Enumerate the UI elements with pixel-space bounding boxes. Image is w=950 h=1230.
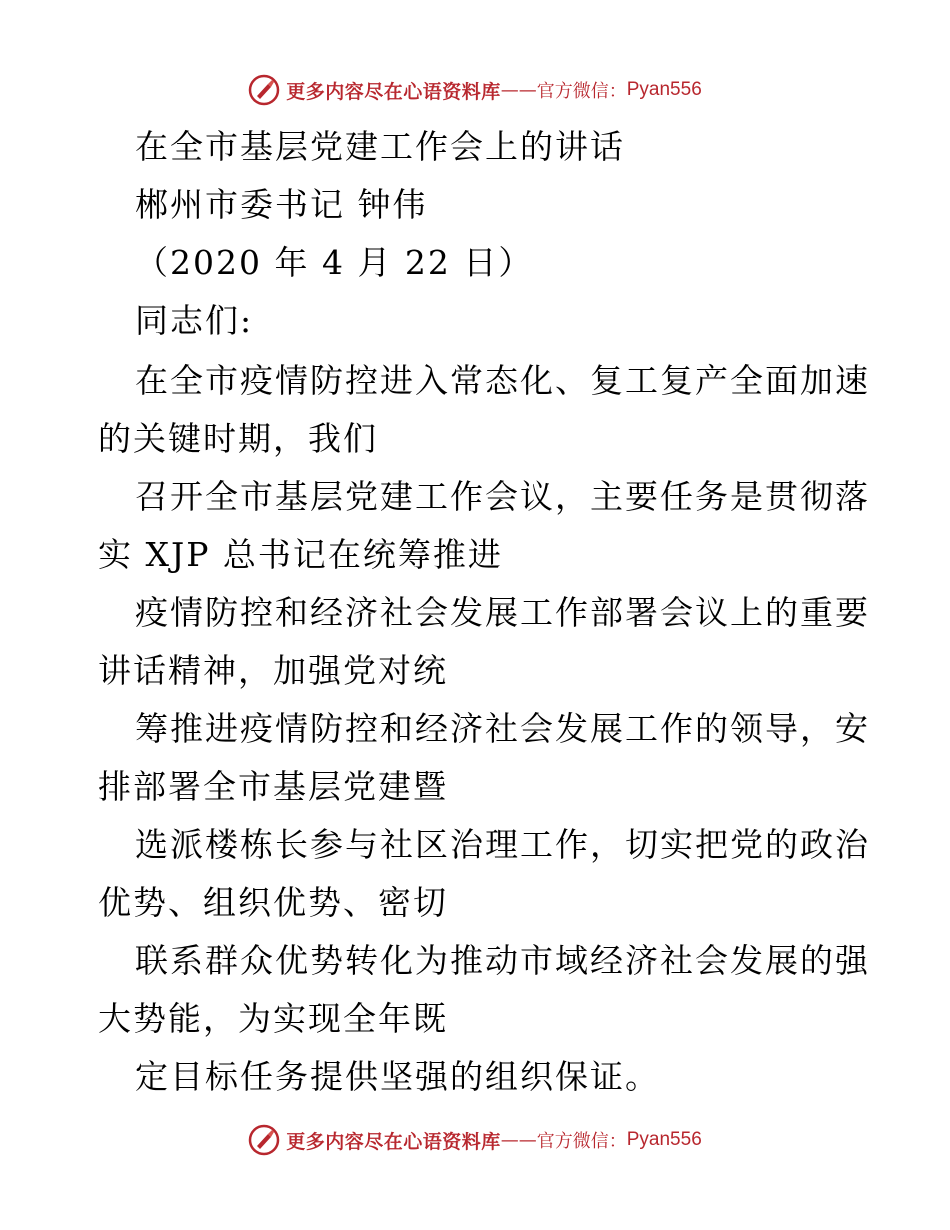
- paragraph-line: 大势能，为实现全年既: [98, 999, 448, 1038]
- watermark-dash: ——: [500, 79, 537, 101]
- paragraph-line: 排部署全市基层党建暨: [98, 767, 448, 806]
- watermark-wechat-id: Pyan556: [626, 1129, 702, 1150]
- pen-logo-icon: [248, 1124, 280, 1156]
- paragraph-line: 定目标任务提供坚强的组织保证。: [135, 1057, 660, 1096]
- paragraph-line: 筹推进疫情防控和经济社会发展工作的领导，安: [135, 709, 870, 748]
- watermark-banner-bottom: [0, 1120, 950, 1160]
- watermark-banner-top: [0, 70, 950, 110]
- paragraph-line: 联系群众优势转化为推动市域经济社会发展的强: [135, 941, 870, 980]
- watermark-main-text: 更多内容尽在心语资料库: [286, 80, 501, 103]
- document-speaker: 郴州市委书记 钟伟: [135, 185, 428, 224]
- watermark-wechat-id: Pyan556: [626, 79, 702, 100]
- watermark-dash: ——: [500, 1129, 537, 1151]
- paragraph-line: 优势、组织优势、密切: [98, 883, 448, 922]
- paragraph-line: 选派楼栋长参与社区治理工作，切实把党的政治: [135, 825, 870, 864]
- paragraph-line: 召开全市基层党建工作会议，主要任务是贯彻落: [135, 477, 870, 516]
- pen-logo-icon: [248, 74, 280, 106]
- document-date: （2020 年 4 月 22 日）: [135, 243, 534, 282]
- document-salutation: 同志们:: [135, 301, 254, 340]
- paragraph-line: 讲话精神，加强党对统: [98, 651, 448, 690]
- paragraph-line: 在全市疫情防控进入常态化、复工复产全面加速: [135, 361, 870, 400]
- watermark-main-text: 更多内容尽在心语资料库: [286, 1130, 501, 1153]
- paragraph-line: 的关键时期，我们: [98, 419, 378, 458]
- paragraph-line: 实 XJP 总书记在统筹推进: [98, 535, 503, 574]
- watermark-official-label: 官方微信：: [536, 1131, 627, 1152]
- document-title: 在全市基层党建工作会上的讲话: [135, 127, 625, 166]
- paragraph-line: 疫情防控和经济社会发展工作部署会议上的重要: [135, 593, 870, 632]
- watermark-official-label: 官方微信：: [536, 81, 627, 102]
